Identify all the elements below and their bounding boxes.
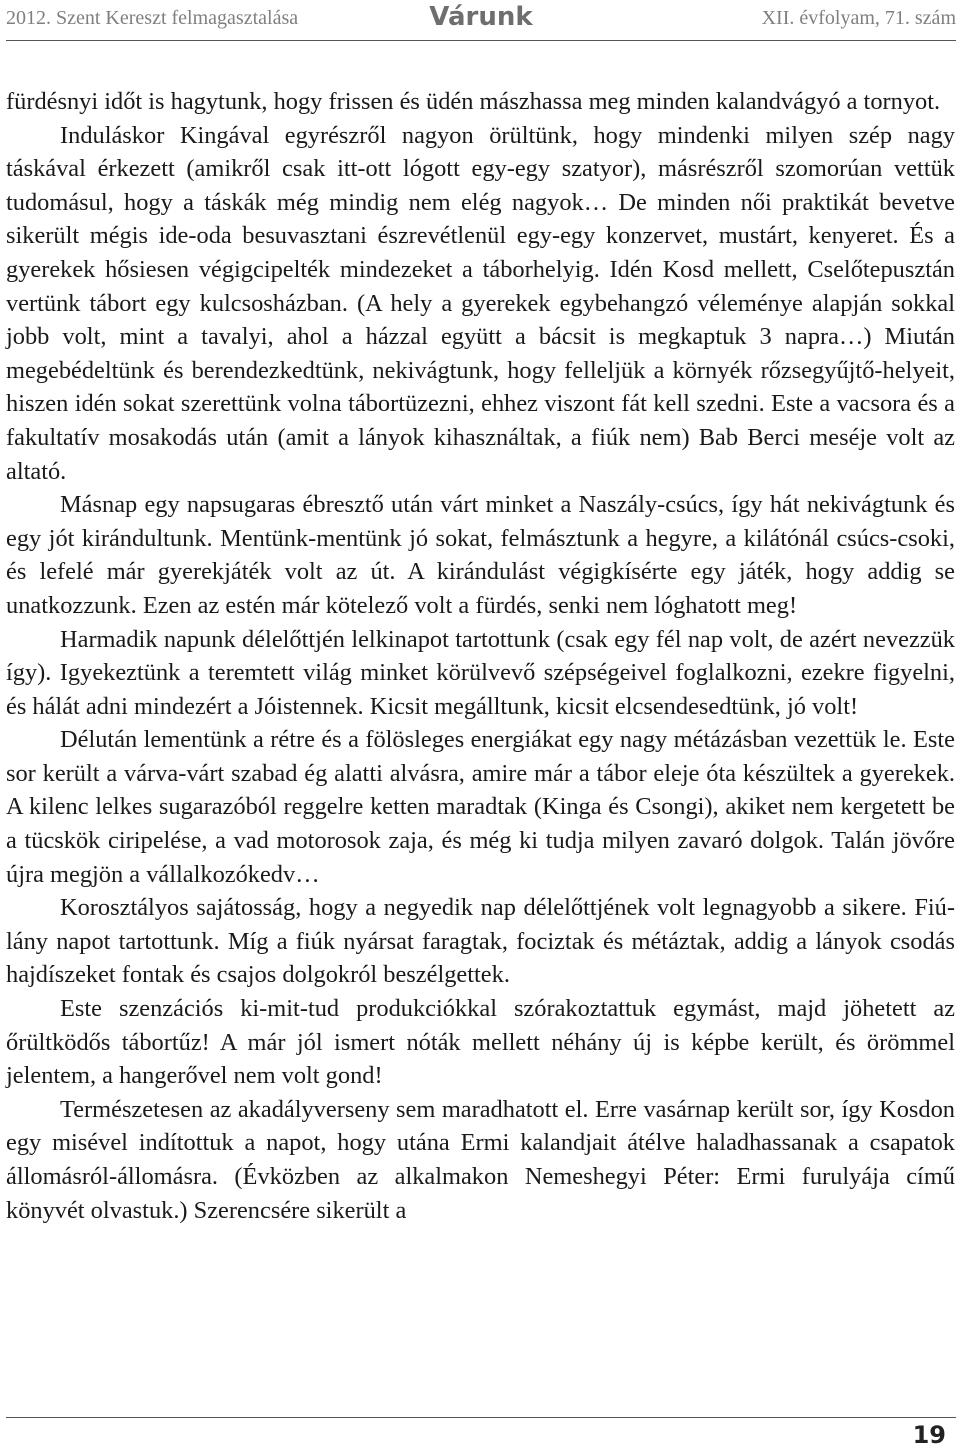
paragraph: Másnap egy napsugaras ébresztő után várt minket a Naszály-csúcs, így hát nekivágtunk és egy jót kirándultunk. Mentünk-mentünk jó sokat, felmásztunk a hegyre, a kilátónál csúcs-csoki, és lefelé már gyerekjáték volt az út. A kirándulást végigkísérte egy játék, hogy addig se unatkozzunk. Ezen az estén már kötelező volt a fürdés, senki nem lóghatott meg! [6, 491, 955, 619]
page-header [6, 0, 956, 41]
paragraph: Harmadik napunk délelőttjén lelkinapot tartottunk (csak egy fél nap volt, de azért nevezzük így). Igyekeztünk a teremtett világ minket körülvevő szépségeivel foglalkozni, ezekre figyelni, és hálát adni mindezért a Jóistennek. Kicsit megálltunk, kicsit elcsendesedtünk, jó volt! [6, 625, 955, 720]
publication-title: Várunk [429, 2, 533, 32]
paragraph: Délután lementünk a rétre és a fölösleges energiákat egy nagy métázásban vezettük le. Este sor került a várva-várt szabad ég alatti alvásra, amire már a tábor eleje óta készültek a gyerekek. A kilenc lelkes sugarazóból reggelre ketten maradtak (Kinga és Csongi), akiket nem kergetett be a tücskök ciripelése, a vad motorosok zaja, és még ki tudja milyen zavaró dolgok. Talán jövőre újra megjön a vállalkozókedv… [6, 726, 955, 888]
paragraph: Korosztályos sajátosság, hogy a negyedik nap délelőttjének volt legnagyobb a sikere. Fiú-lány napot tartottunk. Míg a fiúk nyársat faragtak, fociztak és métáztak, addig a lányok csodás hajdíszeket fontak és csajos dolgokról beszélgettek. [6, 894, 955, 989]
header-issue: XII. évfolyam, 71. szám [761, 7, 956, 29]
footer-divider [6, 1417, 956, 1418]
paragraph: Természetesen az akadályverseny sem maradhatott el. Erre vasárnap került sor, így Kosdon egy misével indítottuk a napot, hogy utána Ermi kalandjait átélve haladhassanak a csapatok állomásról-állomásra. (Évközben az alkalmakon Nemeshegyi Péter: Ermi furulyája című könyvét olvastuk.) Szerencsére sikerült a [6, 1095, 955, 1224]
paragraph: Este szenzációs ki-mit-tud produkciókkal szórakoztattuk egymást, majd jöhetett az őrültködős tábortűz! A már jól ismert nóták mellett néhány új is képbe került, és örömmel jelentem, a hangerővel nem volt gond! [6, 995, 955, 1090]
article-body [6, 85, 955, 1227]
header-date: 2012. Szent Kereszt felmagasztalása [6, 7, 299, 29]
paragraph: fürdésnyi időt is hagytunk, hogy frissen és üdén mászhassa meg minden kalandvágyó a tornyot. [6, 88, 941, 115]
page-number: 19 [912, 1421, 946, 1449]
paragraph: Induláskor Kingával egyrészről nagyon örültünk, hogy mindenki milyen szép nagy táskával érkezett (amikről csak itt-ott lógott egy-egy szatyor), másrészről szomorúan vettük tudomásul, hogy a táskák még mindig nem elég nagyok… De minden női praktikát bevetve sikerült mégis ide-oda besuvasztani észrevétlenül egy-egy konzervet, mustárt, kenyeret. És a gyerekek hősiesen végigcipelték mindezeket a táborhelyig. Idén Kosd mellett, Cselőtepusztán vertünk tábort egy kulcsosházban. (A hely a gyerekek egybehangzó véleménye alapján sokkal jobb volt, mint a tavalyi, ahol a házzal együtt a bácsit is megkaptuk 3 napra…) Miután megebédeltünk és berendezkedtünk, nekivágtunk, hogy felleljük a környék rőzsegyűjtő-helyeit, hiszen idén sokat szerettünk volna tábortüzezni, ehhez viszont fát kell szedni. Este a vacsora és a fakultatív mosakodás után (amit a lányok kihasználtak, a fiúk nem) Bab Berci meséje volt az altató. [6, 121, 955, 485]
